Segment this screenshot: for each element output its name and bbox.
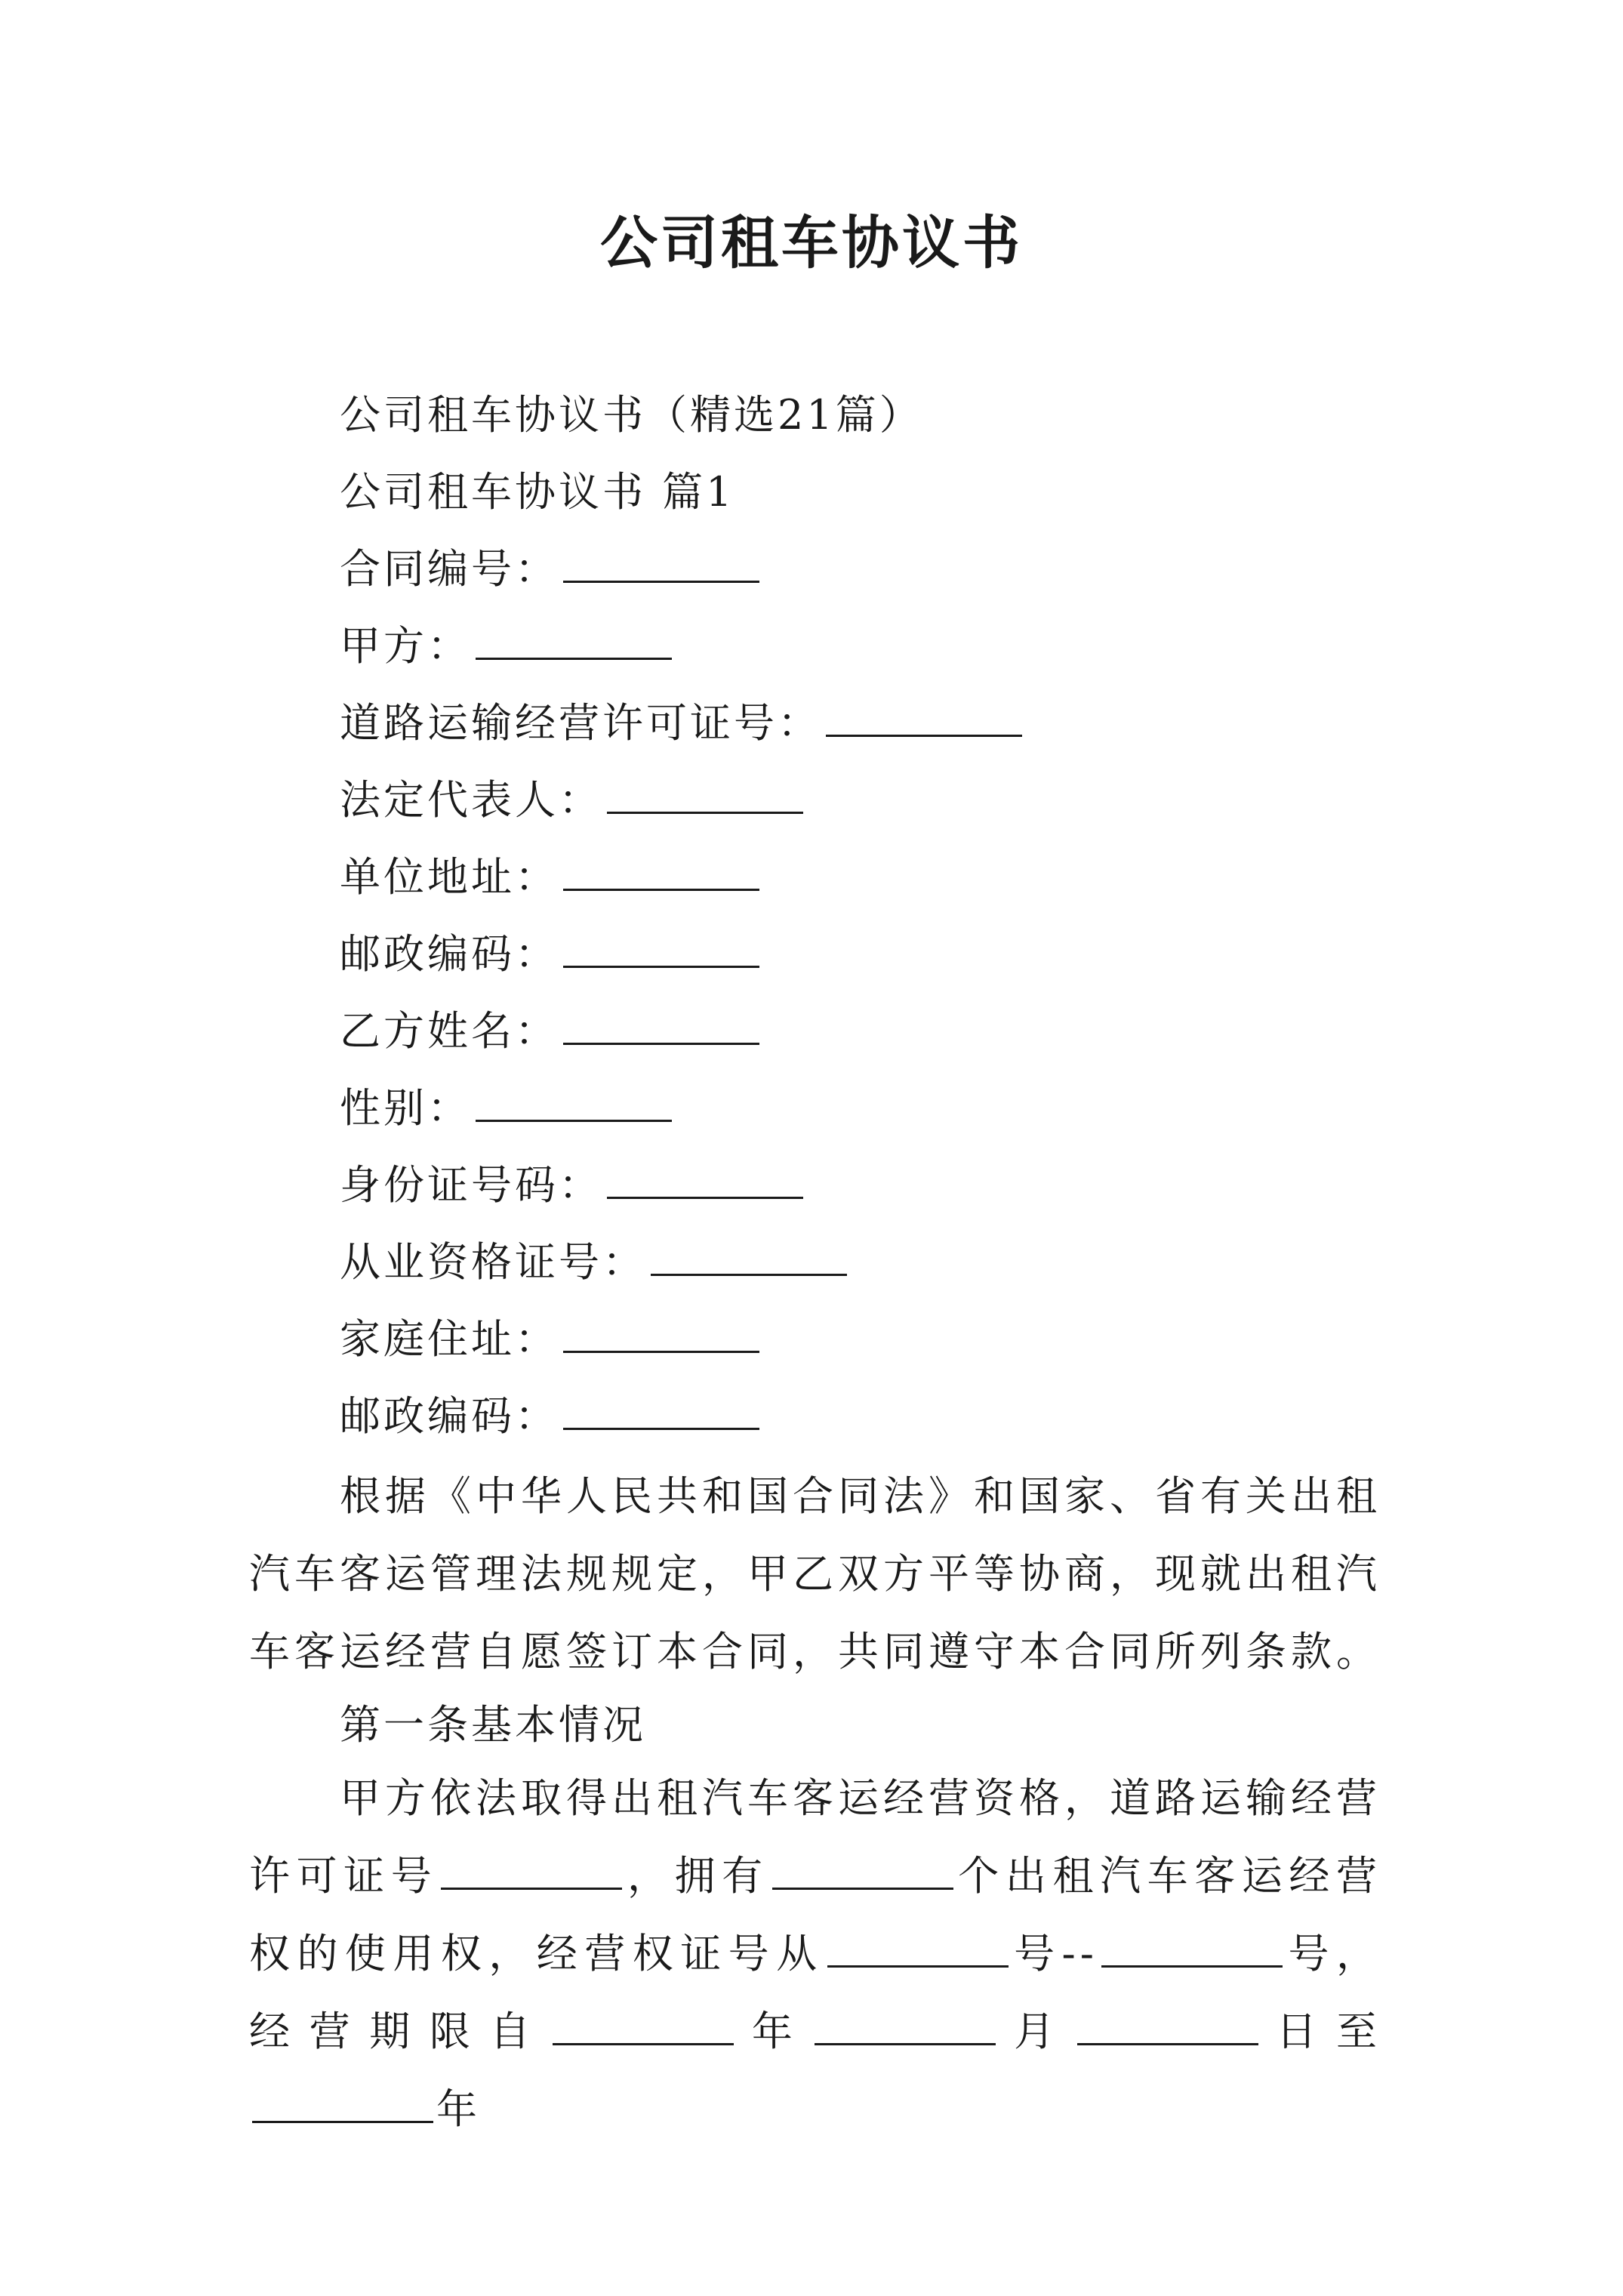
- fill-blank: [827, 1931, 1009, 1968]
- fill-blank: [607, 777, 803, 814]
- field-label: 邮政编码：: [340, 930, 559, 978]
- field-label: 道路运输经营许可证号：: [340, 699, 821, 747]
- field-qualification-number: [340, 1228, 847, 1296]
- fill-blank: [441, 1853, 622, 1890]
- field-label: 家庭住址：: [340, 1315, 559, 1363]
- field-company-address: [340, 843, 759, 911]
- field-label: 身份证号码：: [340, 1161, 602, 1209]
- fill-blank: [563, 546, 759, 583]
- field-label: 邮政编码：: [340, 1392, 559, 1440]
- field-postal-code-b: [340, 1382, 759, 1450]
- field-transport-license: [340, 689, 1022, 757]
- fill-blank: [563, 1393, 759, 1430]
- field-label: 甲方：: [340, 622, 471, 670]
- fill-blank: [815, 2008, 996, 2045]
- article-1-text: [249, 1759, 1381, 2148]
- field-party-b-name: [340, 997, 759, 1065]
- section-heading: 公司租车协议书 篇1: [340, 468, 735, 516]
- field-home-address: [340, 1305, 759, 1373]
- text-segment: 日至: [1261, 2008, 1382, 2055]
- field-legal-representative: [340, 766, 803, 834]
- field-label: 合同编号：: [340, 545, 559, 593]
- fill-blank: [826, 700, 1022, 737]
- article-1-heading: 第一条基本情况: [340, 1701, 646, 1749]
- field-label: 法定代表人：: [340, 776, 602, 824]
- fill-blank: [563, 854, 759, 891]
- document-subtitle: 公司租车协议书（精选21篇）: [340, 391, 923, 439]
- field-label: 性别：: [340, 1084, 471, 1132]
- fill-blank: [772, 1853, 953, 1890]
- field-contract-number: [340, 535, 759, 603]
- fill-blank: [1077, 2008, 1258, 2045]
- document-title: 公司租车协议书: [600, 209, 1023, 276]
- text-segment: 月: [999, 2008, 1074, 2055]
- fill-blank: [553, 2008, 734, 2045]
- fill-blank: [476, 623, 672, 660]
- fill-blank: [651, 1239, 847, 1276]
- field-postal-code-a: [340, 920, 759, 988]
- intro-paragraph: 根据《中华人民共和国合同法》和国家、省有关出租汽车客运管理法规规定，甲乙双方平等协商，现就出租汽车客运经营自愿签订本合同，共同遵守本合同所列条款。: [249, 1472, 1381, 1675]
- text-segment: 年: [436, 2085, 482, 2133]
- text-segment: 个出租汽车客运经营权的使用权，经营权证号从: [249, 1852, 1382, 1977]
- field-party-a: [340, 612, 672, 680]
- field-id-number: [340, 1151, 803, 1219]
- fill-blank: [563, 931, 759, 968]
- fill-blank: [476, 1085, 672, 1122]
- fill-blank: [252, 2086, 433, 2123]
- fill-blank: [563, 1316, 759, 1353]
- field-gender: [340, 1074, 672, 1142]
- field-label: 单位地址：: [340, 853, 559, 901]
- text-segment: ，拥有: [625, 1852, 769, 1900]
- fill-blank: [1101, 1931, 1283, 1968]
- field-label: 乙方姓名：: [340, 1007, 559, 1055]
- field-label: 从业资格证号：: [340, 1238, 646, 1286]
- fill-blank: [607, 1162, 803, 1199]
- text-segment: 号--: [1011, 1930, 1099, 1977]
- text-segment: 年: [737, 2008, 812, 2055]
- text-segment: 甲方依法取得出租汽车客运经营资格，道路运输经营许可证号: [249, 1774, 1381, 1900]
- fill-blank: [563, 1008, 759, 1045]
- text-segment: 号，经营期限自: [249, 1930, 1381, 2055]
